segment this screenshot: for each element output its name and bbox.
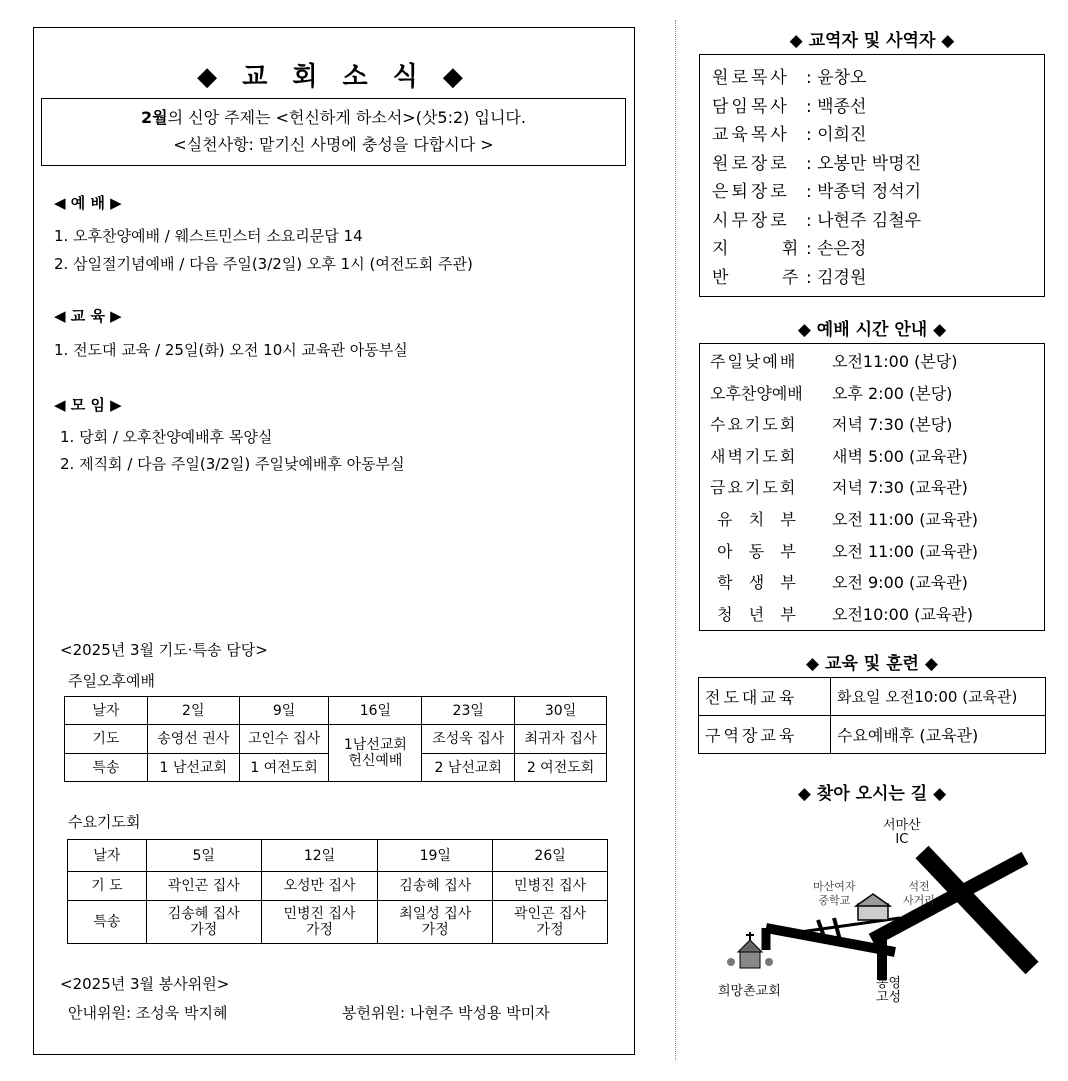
staff-role: 반 주 [712, 267, 802, 288]
service-name: 학 생 부 [710, 573, 798, 593]
service-time: 오전11:00 (본당) [832, 352, 958, 371]
training-name: 구역장교육 [699, 716, 831, 754]
wed-prayer-3: 김송혜 집사 [378, 872, 493, 901]
wed-prayer-1: 곽인곤 집사 [146, 872, 261, 901]
worship-item-2: 2. 삼일절기념예배 / 다음 주일(3/2일) 오후 1시 (여전도회 주관) [54, 255, 473, 273]
sunday-song-5: 2 여전도회 [515, 754, 607, 782]
sunday-header-day3: 16일 [329, 697, 422, 725]
meeting-heading: ◀ 모 임 ▶ [54, 396, 122, 414]
directions-map [700, 810, 1046, 1020]
education-item-1: 1. 전도대 교육 / 25일(화) 오전 10시 교육관 아동부실 [54, 341, 408, 359]
service-time: 오전 11:00 (교육관) [832, 509, 979, 529]
ic-label-line1: 서마산 [883, 818, 921, 833]
staff-role: 은퇴장로 [712, 182, 790, 202]
service-name: 아 동 부 [710, 541, 798, 561]
tongyeong-label [876, 977, 901, 1005]
column-divider [675, 20, 676, 1060]
training-time: 화요일 오전10:00 (교육관) [831, 678, 1046, 716]
crossroad-label-line1: 석전 [908, 880, 930, 893]
service-row [710, 409, 1044, 441]
service-row [710, 346, 1044, 378]
staff-row [712, 207, 1044, 236]
staff-names: : 김경원 [806, 267, 867, 288]
wed-song-2-home: 가정 [305, 922, 334, 938]
staff-names: : 오봉만 박명진 [806, 153, 922, 174]
staff-row [712, 121, 1044, 150]
wed-song-label: 특송 [68, 901, 147, 944]
sunday-prayer-1: 송영선 권사 [147, 725, 239, 754]
staff-names: : 윤창오 [806, 68, 867, 88]
prayer-duty-title: <2025년 3월 기도·특송 담당> [60, 641, 268, 659]
sunday-header-day2: 9일 [239, 697, 329, 725]
staff-role: 원로목사 [712, 68, 790, 88]
ic-label [883, 819, 921, 847]
wednesday-label: 수요기도회 [68, 813, 141, 831]
service-time: 저녁 7:30 (본당) [832, 415, 953, 435]
service-name: 오후찬양예배 [710, 383, 803, 403]
service-row [710, 472, 1044, 504]
wed-song-2-name: 민병진 집사 [283, 906, 356, 922]
service-time: 저녁 7:30 (교육관) [832, 478, 968, 498]
church-news-panel [33, 27, 635, 1055]
school-label-line1: 마산여자 [813, 880, 856, 893]
sunday-prayer-4: 조성욱 집사 [422, 725, 515, 754]
wed-song-4 [493, 901, 608, 944]
sunday-song-4: 2 남선교회 [422, 754, 515, 782]
staff-box [699, 54, 1045, 297]
staff-row [712, 64, 1044, 93]
service-row [710, 567, 1044, 599]
sunday-song-label: 특송 [65, 754, 148, 782]
service-name: 금요기도회 [710, 478, 798, 498]
training-name: 전도대교육 [699, 678, 831, 716]
staff-row [712, 235, 1044, 264]
service-row [710, 536, 1044, 568]
sunday-header-day5: 30일 [515, 697, 607, 725]
service-name: 수요기도회 [710, 415, 798, 435]
wed-prayer-label: 기 도 [68, 872, 147, 901]
service-row [710, 504, 1044, 536]
wed-header-date: 날자 [68, 840, 147, 872]
staff-names: : 나현주 김철우 [806, 210, 922, 231]
sunday-song-1: 1 남선교회 [147, 754, 239, 782]
volunteer-title: <2025년 3월 봉사위원> [60, 975, 230, 993]
monthly-theme-box [41, 98, 626, 166]
merged-line1: 1남선교회 [343, 737, 407, 753]
theme-month: 2월 [141, 108, 168, 127]
news-title: ◆ 교 회 소 식 ◆ [197, 62, 471, 92]
staff-names: : 백종선 [806, 96, 867, 117]
service-name: 청 년 부 [710, 604, 798, 624]
wed-song-2 [261, 901, 378, 944]
sunday-header-day1: 2일 [147, 697, 239, 725]
school-icon [856, 894, 890, 920]
staff-role: 담임목사 [712, 96, 790, 117]
wed-song-3 [378, 901, 493, 944]
school-label-line2: 중학교 [818, 894, 851, 907]
sunday-service-label: 주일오후예배 [68, 672, 155, 690]
wed-song-4-name: 곽인곤 집사 [514, 906, 587, 922]
map-heading: ◆ 찾아 오시는 길 ◆ [797, 784, 947, 804]
ic-label-line2: IC [895, 832, 909, 847]
church-label: 희망촌교회 [718, 984, 781, 999]
sunday-header-day4: 23일 [422, 697, 515, 725]
wed-header-day1: 5일 [146, 840, 261, 872]
merged-line2: 헌신예배 [348, 753, 403, 769]
training-heading: ◆ 교육 및 훈련 ◆ [806, 654, 938, 674]
staff-role: 지 휘 [712, 239, 802, 259]
service-heading: ◆ 예배 시간 안내 ◆ [797, 320, 947, 340]
wed-header-day3: 19일 [378, 840, 493, 872]
staff-heading: ◆ 교역자 및 사역자 ◆ [789, 31, 955, 51]
service-name: 주일낮예배 [710, 352, 798, 371]
service-row [710, 378, 1044, 410]
crossroad-label [903, 880, 935, 908]
service-name: 새벽기도회 [710, 446, 798, 466]
education-heading: ◀ 교 육 ▶ [54, 307, 122, 325]
sunday-duty-table [64, 696, 607, 782]
wed-header-day2: 12일 [261, 840, 378, 872]
staff-row [712, 150, 1044, 179]
staff-names: : 박종덕 정석기 [806, 182, 922, 202]
sunday-prayer-2: 고인수 집사 [239, 725, 329, 754]
staff-row [712, 93, 1044, 122]
theme-line2: <실천사항: 맡기신 사명에 충성을 다합시다 > [173, 135, 494, 154]
wed-header-day4: 26일 [493, 840, 608, 872]
service-times-box [699, 343, 1045, 631]
wed-song-1-name: 김송혜 집사 [167, 906, 240, 922]
staff-role: 교육목사 [712, 125, 790, 145]
wed-song-3-name: 최일성 집사 [399, 906, 472, 922]
staff-row [712, 178, 1044, 207]
service-row [710, 599, 1044, 631]
sunday-song-2: 1 여전도회 [239, 754, 329, 782]
staff-names: : 손은정 [806, 239, 867, 259]
usher-line: 안내위원: 조성욱 박지혜 [68, 1004, 228, 1022]
sunday-header-date: 날자 [65, 697, 148, 725]
wed-song-1-home: 가정 [190, 922, 218, 938]
wed-song-4-home: 가정 [536, 922, 564, 938]
staff-row [712, 264, 1044, 293]
service-time: 새벽 5:00 (교육관) [832, 446, 968, 466]
tongyeong-label-line1: 통영 [876, 976, 902, 991]
worship-heading: ◀ 예 배 ▶ [54, 194, 122, 212]
training-time: 수요예배후 (교육관) [831, 716, 1046, 754]
meeting-item-1: 1. 당회 / 오후찬양예배후 목양실 [60, 428, 273, 446]
staff-role: 시무장로 [712, 210, 790, 231]
sunday-prayer-5: 최귀자 집사 [515, 725, 607, 754]
theme-line1: 의 신앙 주제는 <헌신하게 하소서>(삿5:2) 입니다. [167, 108, 526, 127]
sunday-prayer-label: 기도 [65, 725, 148, 754]
service-name: 유 치 부 [710, 509, 798, 529]
wed-prayer-2: 오성만 집사 [261, 872, 378, 901]
training-table [698, 677, 1046, 754]
service-time: 오전 11:00 (교육관) [832, 541, 979, 561]
meeting-item-2: 2. 제직회 / 다음 주일(3/2일) 주일낮예배후 아동부실 [60, 455, 405, 473]
wed-song-3-home: 가정 [421, 922, 449, 938]
tongyeong-label-line2: 고성 [876, 990, 902, 1005]
school-label [813, 880, 856, 908]
staff-names: : 이희진 [806, 125, 867, 145]
wed-prayer-4: 민병진 집사 [493, 872, 608, 901]
service-time: 오전10:00 (교육관) [832, 604, 973, 624]
wednesday-duty-table [67, 839, 608, 944]
staff-role: 원로장로 [712, 153, 790, 174]
wed-song-1 [146, 901, 261, 944]
sunday-merged-cell [329, 725, 422, 782]
service-time: 오전 9:00 (교육관) [832, 573, 968, 593]
worship-item-1: 1. 오후찬양예배 / 웨스트민스터 소요리문답 14 [54, 227, 363, 245]
offering-line: 봉헌위원: 나현주 박성용 박미자 [342, 1004, 550, 1022]
service-row [710, 441, 1044, 473]
service-time: 오후 2:00 (본당) [832, 383, 953, 403]
crossroad-label-line2: 사거리 [903, 894, 935, 907]
